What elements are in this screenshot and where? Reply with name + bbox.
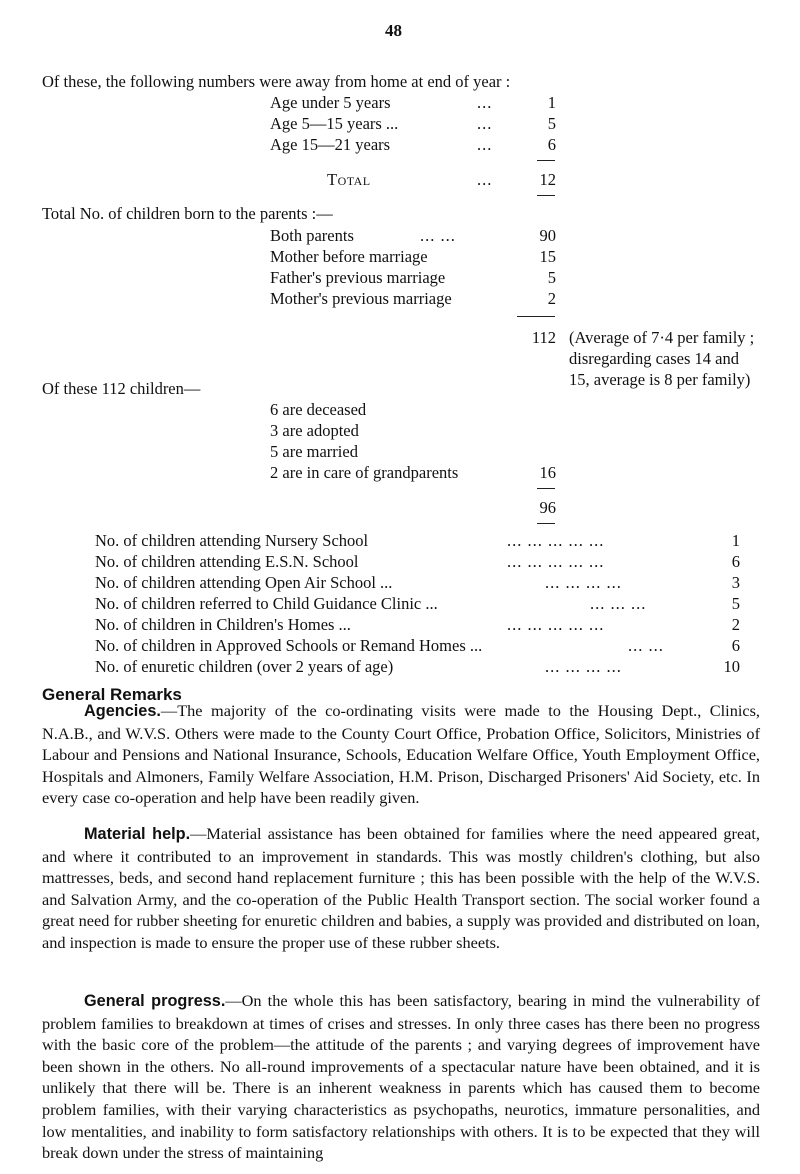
average-note-line: disregarding cases 14 and — [569, 349, 739, 368]
count-dots: ... ... ... ... ... — [507, 552, 605, 571]
born-row-label: Both parents — [270, 226, 354, 245]
count-label: No. of children in Children's Homes ... — [95, 615, 351, 634]
away-row-value: 5 — [547, 114, 556, 133]
paragraph-text: —On the whole this has been satisfactory, bearing in mind the vulnerability of problem families to breakdown at times of crises and stresses. In only three cases has there been no progress with the basic core of the problem—the attitude of the parents ; and varying degrees of improvement have been shown in the others. No all-round improvements of a spectacular nature have been obtained, and it is unlikely that there will be. There is an inherent weakness in parents which has caused them to become problem families, with their varying characteristics as psychopaths, neurotics, immature personalities, and low mentalities, and inability to form satisfactory relationships with others. It is to be expected that they will break down under the stress of maintaining — [42, 991, 761, 1163]
paragraph-text: —The majority of the co-ordinating visits were made to the Housing Dept., Clinics, N.A.B., and W.V.S. Others were made to the County Court Office, Probation Office, Solicitors, Ministries of Labour and Pensions and National Insurance, Schools, Education Welfare Office, Youth Employment Office, Hospitals and Almoners, Family Welfare Association, H.M. Prison, Discharged Prisoners' Aid Society, etc. In every case co-operation and help have been readily given. — [42, 701, 760, 808]
away-total-dots: ... — [477, 170, 493, 189]
count-label: No. of children attending Open Air School ... — [95, 573, 393, 592]
count-value: 1 — [731, 531, 740, 550]
paragraph-lead: Material help. — [84, 825, 191, 843]
away-sum-rule — [537, 160, 555, 161]
born-intro: Total No. of children born to the parents :— — [42, 204, 333, 223]
born-row-label: Father's previous marriage — [270, 268, 446, 287]
children-sum-rule — [537, 488, 555, 489]
count-dots: ... ... ... ... — [545, 573, 622, 592]
born-total-value: 112 — [531, 328, 556, 347]
children-intro: Of these 112 children— — [42, 379, 201, 398]
born-row-value: 90 — [539, 226, 556, 245]
paragraph-agencies — [42, 700, 760, 809]
children-row-value: 16 — [539, 463, 556, 482]
paragraph-general-progress — [42, 990, 760, 1164]
average-note-line: (Average of 7·4 per family ; — [569, 328, 755, 347]
born-row-dots: ... ... — [420, 226, 456, 245]
paragraph-text: —Material assistance has been obtained for families where the need appeared great, and where it contributed to an improvement in standards. This was mostly children's clothing, but also mattresses, beds, and second hand replacement furniture ; this has been possible with the help of the W.V.S. and Salvation Army, and the co-operation of the Public Health Transport section. The social worker found a great need for rubber sheeting for enuretic children and babies, a supply was provided and distributed on loan, and inspection is made to ensure the proper use of these rubber sheets. — [42, 824, 760, 952]
born-sum-rule — [517, 316, 555, 317]
count-value: 3 — [731, 573, 740, 592]
away-row-label: Age under 5 years — [270, 93, 391, 112]
born-row-value: 15 — [539, 247, 556, 266]
born-row-value: 5 — [547, 268, 556, 287]
count-dots: ... ... ... — [590, 594, 647, 613]
count-value: 2 — [731, 615, 740, 634]
away-row-dots: ... — [477, 114, 493, 133]
section-heading: General Remarks — [42, 685, 182, 704]
count-value: 6 — [731, 636, 740, 655]
count-value: 5 — [731, 594, 740, 613]
away-total-label: Total — [327, 170, 371, 189]
count-dots: ... ... ... ... — [545, 657, 622, 676]
count-dots: ... ... ... ... ... — [507, 615, 605, 634]
paragraph-lead: Agencies. — [84, 702, 161, 720]
children-result-rule — [537, 523, 555, 524]
page-number: 48 — [385, 21, 402, 40]
away-row-value: 1 — [547, 93, 556, 112]
children-result: 96 — [539, 498, 556, 517]
count-label: No. of children in Approved Schools or Remand Homes ... — [95, 636, 483, 655]
born-row-label: Mother before marriage — [270, 247, 428, 266]
average-note-line: 15, average is 8 per family) — [569, 370, 751, 389]
count-label: No. of children attending E.S.N. School — [95, 552, 359, 571]
children-row-label: 2 are in care of grandparents — [270, 463, 459, 482]
count-label: No. of enuretic children (over 2 years of age) — [95, 657, 394, 676]
away-row-dots: ... — [477, 93, 493, 112]
children-row-label: 6 are deceased — [270, 400, 367, 419]
count-dots: ... ... — [628, 636, 664, 655]
children-row-label: 3 are adopted — [270, 421, 359, 440]
count-label: No. of children referred to Child Guidance Clinic ... — [95, 594, 438, 613]
away-row-label: Age 5—15 years ... — [270, 114, 399, 133]
away-intro: Of these, the following numbers were away from home at end of year : — [42, 72, 511, 91]
born-row-value: 2 — [547, 289, 556, 308]
paragraph-material-help — [42, 823, 760, 954]
paragraph-lead: General progress. — [84, 992, 226, 1010]
count-value: 10 — [723, 657, 740, 676]
count-value: 6 — [731, 552, 740, 571]
away-row-label: Age 15—21 years — [270, 135, 391, 154]
count-label: No. of children attending Nursery School — [95, 531, 369, 550]
away-row-dots: ... — [477, 135, 493, 154]
away-total-rule — [537, 195, 555, 196]
children-row-label: 5 are married — [270, 442, 358, 461]
born-row-label: Mother's previous marriage — [270, 289, 452, 308]
away-row-value: 6 — [547, 135, 556, 154]
away-total-value: 12 — [539, 170, 556, 189]
count-dots: ... ... ... ... ... — [507, 531, 605, 550]
